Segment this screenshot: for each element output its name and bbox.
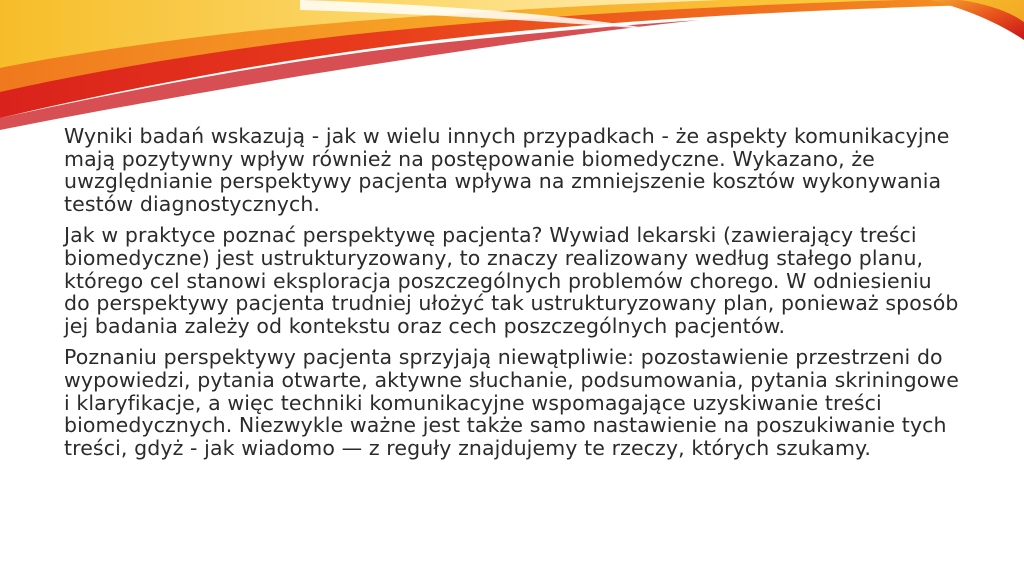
decorative-wave-banner [0,0,1024,140]
paragraph-2: Jak w praktyce poznać perspektywę pacjenta? Wywiad lekarski (zawierający treści biomedyczne) jest ustrukturyzowany, to znaczy realizowany według stałego planu, którego cel stanowi eksploracja poszczególnych problemów chorego. W odniesieniu do perspektywy pacjenta trudniej ułożyć tak ustrukturyzowany plan, ponieważ sposób jej badania zależy od kontekstu oraz cech poszczególnych pacjentów. [64,223,959,338]
paragraph-1: Wyniki badań wskazują - jak w wielu innych przypadkach - że aspekty komunikacyjne mają pozytywny wpływ również na postępowanie biomedyczne. Wykazano, że uwzględnianie perspektywy pacjenta wpływa na zmniejszenie kosztów wykonywania testów diagnostycznych. [64,124,950,216]
slide-body-text [64,125,964,468]
paragraph-3: Poznaniu perspektywy pacjenta sprzyjają niewątpliwie: pozostawienie przestrzeni do wypowiedzi, pytania otwarte, aktywne słuchanie, podsumowania, pytania skriningowe i klaryfikacje, a więc techniki komunikacyjne wspomagające uzyskiwanie treści biomedycznych. Niezwykle ważne jest także samo nastawienie na poszukiwanie tych treści, gdyż - jak wiadomo — z reguły znajdujemy te rzeczy, których szukamy. [64,345,959,460]
